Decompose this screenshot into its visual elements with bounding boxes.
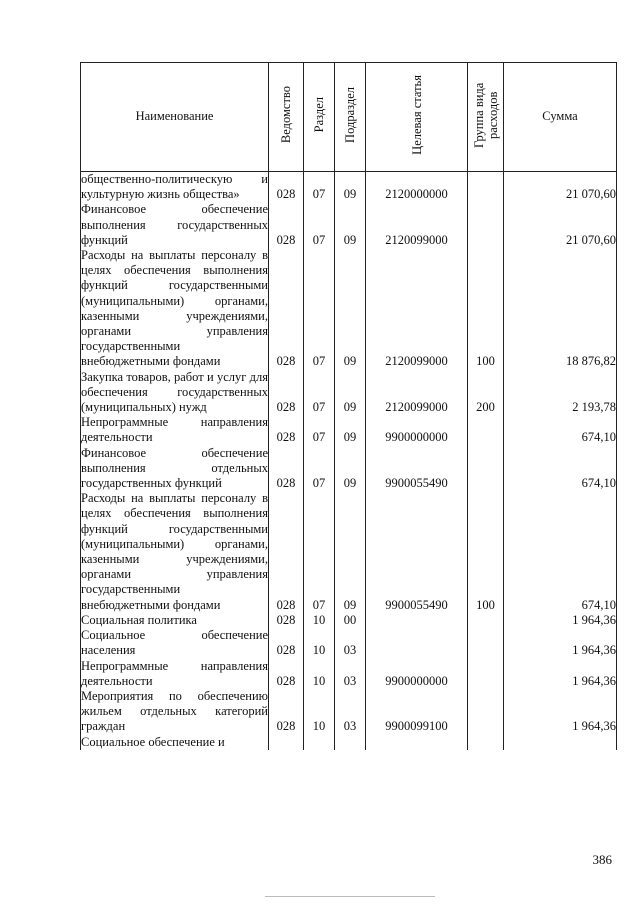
row-group	[468, 446, 504, 492]
header-subsection-cell	[335, 63, 366, 172]
header-name: Наименование	[135, 109, 214, 124]
row-target: 9900000000	[366, 415, 468, 445]
row-subsection: 03	[335, 628, 366, 658]
row-target: 9900099100	[366, 689, 468, 735]
row-dept	[269, 735, 304, 750]
row-name: Закупка товаров, работ и услуг для обеспечения государственных (муниципальных) нужд	[81, 369, 268, 415]
row-name: общественно-политическую и культурную жизнь общества»	[81, 172, 268, 202]
row-section: 07	[304, 415, 335, 445]
header-dept: Ведомство	[279, 86, 293, 144]
row-dept: 028	[269, 172, 304, 203]
row-name: Расходы на выплаты персоналу в целях обеспечения выполнения функций государственными (муниципальными) органами, казенными учреждениями, органами управления государственными внебюджетными фондами	[81, 248, 268, 369]
row-subsection: 09	[335, 202, 366, 248]
table-row	[81, 446, 617, 492]
row-sum: 1 964,36	[504, 628, 617, 658]
page-number: 386	[592, 852, 612, 867]
row-group: 200	[468, 370, 504, 416]
row-group: 100	[468, 248, 504, 370]
row-target: 9900000000	[366, 659, 468, 689]
row-sum: 674,10	[504, 491, 617, 613]
row-dept: 028	[269, 628, 304, 658]
row-subsection: 00	[335, 613, 366, 628]
budget-table	[80, 62, 617, 750]
row-sum	[504, 735, 617, 750]
row-name: Непрограммные направления деятельности	[81, 415, 268, 445]
row-sum: 21 070,60	[504, 202, 617, 248]
row-dept: 028	[269, 415, 304, 445]
budget-table-area	[80, 62, 616, 844]
row-section: 10	[304, 659, 335, 689]
row-section: 07	[304, 172, 335, 203]
table-row	[81, 735, 617, 750]
row-target	[366, 735, 468, 750]
row-sum: 1 964,36	[504, 689, 617, 735]
row-dept: 028	[269, 248, 304, 370]
table-row	[81, 613, 617, 628]
row-sum: 674,10	[504, 415, 617, 445]
row-section: 07	[304, 248, 335, 370]
header-section: Раздел	[312, 97, 326, 133]
header-dept-cell	[269, 63, 304, 172]
row-subsection: 09	[335, 491, 366, 613]
row-group	[468, 735, 504, 750]
row-name: Расходы на выплаты персоналу в целях обеспечения выполнения функций государственными (муниципальными) органами, казенными учреждениями, органами управления государственными внебюджетными фондами	[81, 491, 268, 612]
row-dept: 028	[269, 659, 304, 689]
row-dept: 028	[269, 202, 304, 248]
row-target: 9900055490	[366, 491, 468, 613]
row-group	[468, 415, 504, 445]
row-target: 2120000000	[366, 172, 468, 203]
header-group-cell	[468, 63, 504, 172]
row-sum: 2 193,78	[504, 370, 617, 416]
row-group	[468, 202, 504, 248]
table-row	[81, 659, 617, 689]
row-name: Финансовое обеспечение выполнения государственных функций	[81, 202, 268, 247]
row-name: Социальное обеспечение и	[81, 735, 269, 750]
row-subsection: 09	[335, 446, 366, 492]
row-sum: 1 964,36	[504, 659, 617, 689]
bottom-rule	[265, 896, 435, 897]
row-section: 10	[304, 689, 335, 735]
row-sum: 18 876,82	[504, 248, 617, 370]
header-target-cell	[366, 63, 468, 172]
table-row	[81, 370, 617, 416]
row-subsection: 03	[335, 689, 366, 735]
header-row	[81, 63, 617, 172]
row-target	[366, 628, 468, 658]
row-group	[468, 613, 504, 628]
row-dept: 028	[269, 491, 304, 613]
row-subsection: 03	[335, 659, 366, 689]
header-subsection: Подраздел	[343, 86, 357, 143]
row-section: 07	[304, 446, 335, 492]
row-section: 07	[304, 491, 335, 613]
table-row	[81, 491, 617, 613]
row-name: Финансовое обеспечение выполнения отдельных государственных функций	[81, 445, 268, 491]
header-target: Целевая статья	[409, 74, 424, 155]
row-sum: 21 070,60	[504, 172, 617, 203]
row-name: Социальное обеспечение населения	[81, 628, 268, 658]
row-subsection: 09	[335, 248, 366, 370]
row-group	[468, 628, 504, 658]
row-group	[468, 689, 504, 735]
row-subsection	[335, 735, 366, 750]
row-name: Непрограммные направления деятельности	[81, 658, 268, 688]
row-dept: 028	[269, 613, 304, 628]
row-group: 100	[468, 491, 504, 613]
row-dept: 028	[269, 446, 304, 492]
row-target: 2120099000	[366, 370, 468, 416]
table-row	[81, 628, 617, 658]
header-sum-cell	[504, 63, 617, 172]
row-target: 9900055490	[366, 446, 468, 492]
row-subsection: 09	[335, 172, 366, 203]
table-row	[81, 172, 617, 203]
row-sum: 1 964,36	[504, 613, 617, 628]
header-name-cell	[81, 63, 269, 172]
row-section: 10	[304, 613, 335, 628]
row-group	[468, 172, 504, 203]
row-target: 2120099000	[366, 248, 468, 370]
table-row	[81, 248, 617, 370]
header-expense-group: Группа вида расходов	[471, 82, 500, 148]
row-dept: 028	[269, 370, 304, 416]
row-section: 07	[304, 202, 335, 248]
row-subsection: 09	[335, 415, 366, 445]
row-section: 10	[304, 628, 335, 658]
row-group	[468, 659, 504, 689]
row-section: 07	[304, 370, 335, 416]
row-target: 2120099000	[366, 202, 468, 248]
row-name: Социальная политика	[81, 613, 269, 628]
row-target	[366, 613, 468, 628]
table-row	[81, 415, 617, 445]
table-row	[81, 689, 617, 735]
row-sum: 674,10	[504, 446, 617, 492]
row-dept: 028	[269, 689, 304, 735]
header-sum: Сумма	[542, 109, 578, 124]
header-section-cell	[304, 63, 335, 172]
row-subsection: 09	[335, 370, 366, 416]
row-name: Мероприятия по обеспечению жильем отдельных категорий граждан	[81, 688, 268, 734]
row-section	[304, 735, 335, 750]
table-row	[81, 202, 617, 248]
